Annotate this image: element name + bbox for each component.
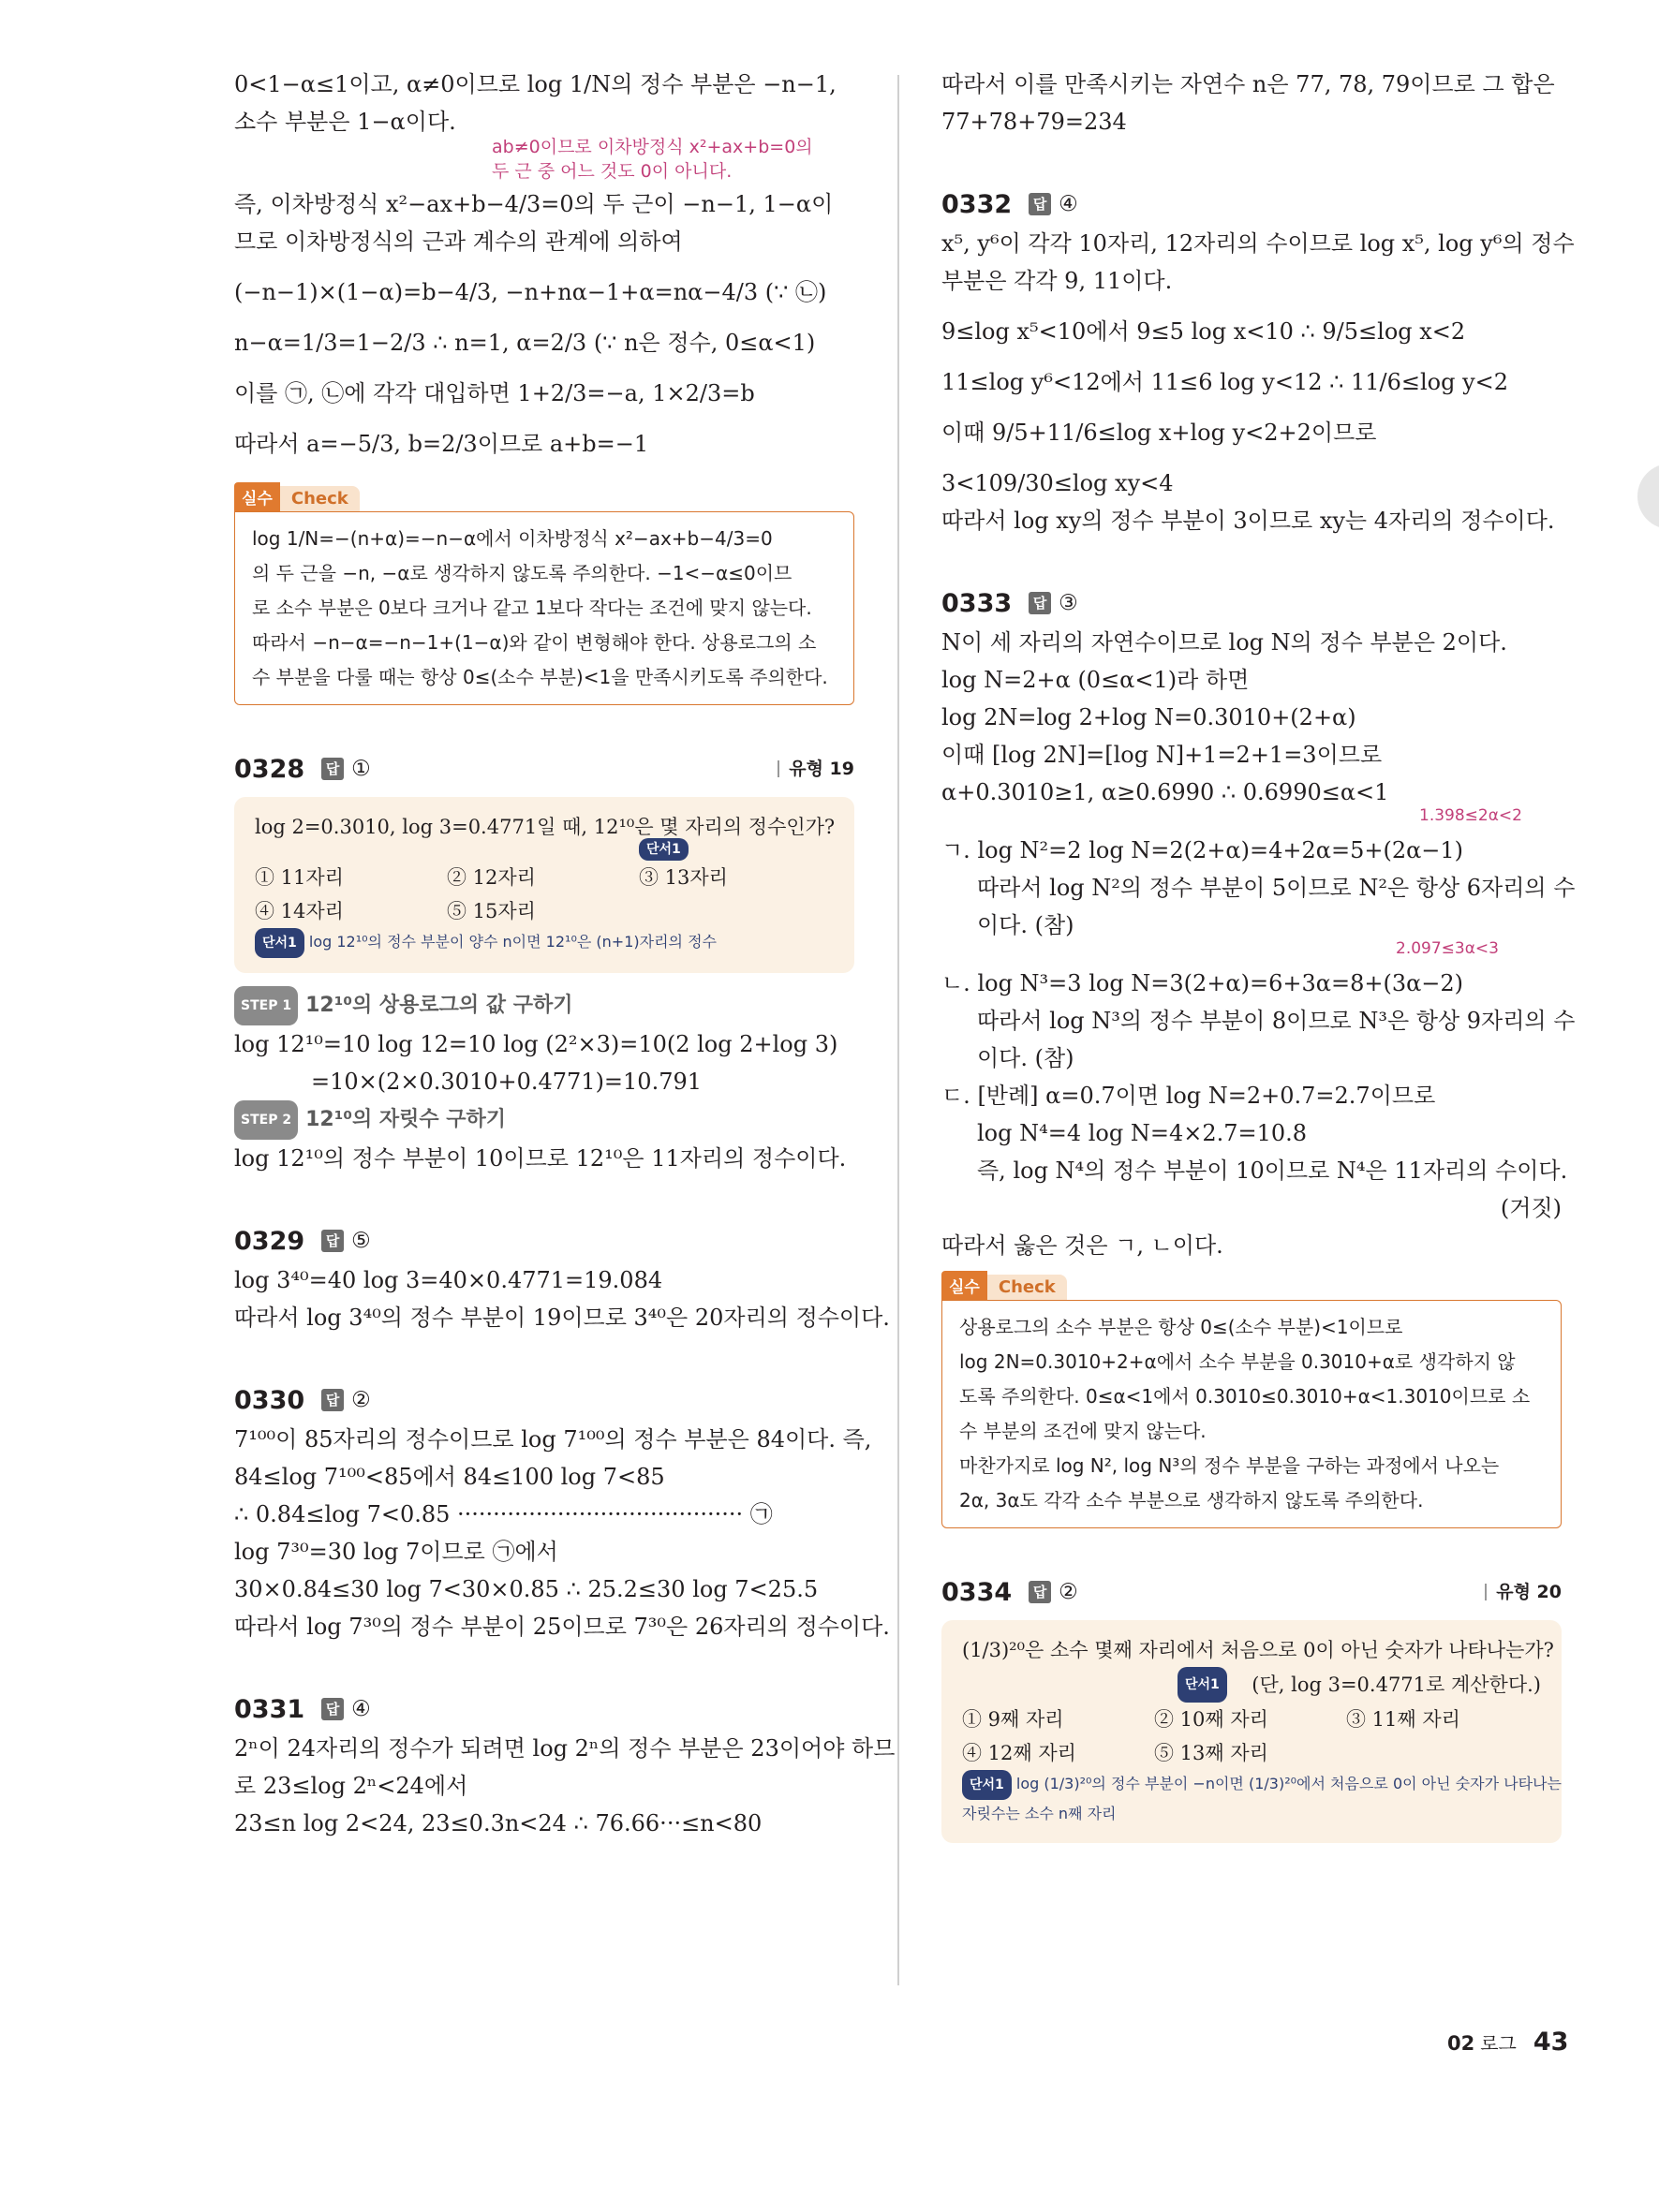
text-line: 로 23≤log 2ⁿ<24에서 xyxy=(234,1773,468,1799)
option[interactable]: ③ 11째 자리 xyxy=(1346,1708,1460,1731)
check-line: 마찬가지로 log N², log N³의 정수 부분을 구하는 과정에서 나오는 xyxy=(959,1454,1500,1477)
check-line: log 2N=0.3010+2+α에서 소수 부분을 0.3010+α로 생각하지 않 xyxy=(959,1350,1516,1373)
text-line: 부분은 각각 9, 11이다. xyxy=(941,268,1173,294)
text-line: 7¹⁰⁰이 85자리의 정수이므로 log 7¹⁰⁰의 정수 부분은 84이다. 즉, xyxy=(234,1426,872,1453)
text-line: 77+78+79=234 xyxy=(941,109,1127,135)
problem-number: 0333 xyxy=(941,588,1013,618)
check-header xyxy=(234,483,854,511)
check-line: 수 부분의 조건에 맞지 않는다. xyxy=(959,1420,1207,1442)
text-line: log 7³⁰=30 log 7이므로 ㉠에서 xyxy=(234,1539,558,1565)
annotation-note xyxy=(234,135,854,185)
text-line: 23≤n log 2<24, 23≤0.3n<24 ∴ 76.66···≤n<80 xyxy=(234,1810,763,1836)
check-line: 의 두 근을 −n, −α로 생각하지 않도록 주의한다. −1<−α≤0이므 xyxy=(252,562,792,584)
check-line: 로 소수 부분은 0보다 크거나 같고 1보다 작다는 조건에 맞지 않는다. xyxy=(252,597,812,619)
option[interactable]: ③ 13자리 xyxy=(639,866,728,889)
answer-badge: 답 xyxy=(321,758,344,780)
option[interactable]: ④ 14자리 xyxy=(255,900,344,922)
annotation-line: ab≠0이므로 이차방정식 x²+ax+b=0의 xyxy=(492,137,813,157)
answer-value: ⑤ xyxy=(351,1229,371,1253)
problem-number: 0330 xyxy=(234,1385,305,1415)
clue-text: log 12¹⁰의 정수 부분이 양수 n이면 12¹⁰은 (n+1)자리의 정수 xyxy=(308,933,717,951)
answer-value: ② xyxy=(1059,1580,1078,1604)
text-line: 따라서 이를 만족시키는 자연수 n은 77, 78, 79이므로 그 합은 xyxy=(941,71,1555,97)
check-line: log 1/N=−(n+α)=−n−α에서 이차방정식 x²−ax+b−4/3=0 xyxy=(252,527,773,550)
problem-header xyxy=(234,748,854,789)
chapter-name: 로그 xyxy=(1480,2032,1517,2055)
problem-number: 0332 xyxy=(941,189,1013,219)
text-line: 이때 [log 2N]=[log N]+1=2+1=3이므로 xyxy=(941,742,1383,768)
text-line: 이다. (참) xyxy=(977,1045,1074,1071)
problem-number: 0329 xyxy=(234,1226,305,1256)
text-line: n−α=1/3=1−2/3 ∴ n=1, α=2/3 (∵ n은 정수, 0≤α<1) xyxy=(234,330,816,356)
problem-header xyxy=(234,1379,854,1421)
text-line: N이 세 자리의 자연수이므로 log N의 정수 부분은 2이다. xyxy=(941,629,1507,656)
annotation-line: 2.097≤3α<3 xyxy=(1396,939,1499,958)
answer-value: ④ xyxy=(1059,192,1078,216)
text-line: 이때 9/5+11/6≤log x+log y<2+2이므로 xyxy=(941,420,1377,446)
answer-value: ④ xyxy=(351,1697,371,1721)
clue-badge: 단서1 xyxy=(639,838,689,861)
question-box xyxy=(234,797,854,973)
text-line: x⁵, y⁶이 각각 10자리, 12자리의 수이므로 log x⁵, log y⁶의 정수 xyxy=(941,230,1575,257)
text-line: 9≤log x⁵<10에서 9≤5 log x<10 ∴ 9/5≤log x<2 xyxy=(941,318,1466,345)
annotation-note xyxy=(941,806,1562,832)
check-tag: Check xyxy=(987,1275,1067,1300)
problem-type: 유형 19 xyxy=(778,760,854,777)
question-text: (1/3)²⁰은 소수 몇째 자리에서 처음으로 0이 아닌 숫자가 나타나는가? xyxy=(962,1639,1554,1661)
problem-number: 0331 xyxy=(234,1694,305,1724)
answer-badge: 답 xyxy=(321,1230,344,1252)
text-line: 30×0.84≤30 log 7<30×0.85 ∴ 25.2≤30 log 7<25.5 xyxy=(234,1576,819,1602)
text-line: 11≤log y⁶<12에서 11≤6 log y<12 ∴ 11/6≤log y<2 xyxy=(941,369,1509,395)
problem-type: 유형 20 xyxy=(1485,1584,1562,1600)
option[interactable]: ① 9째 자리 xyxy=(962,1708,1064,1731)
check-tag: Check xyxy=(280,486,360,511)
clue-line xyxy=(255,928,834,958)
clue-text: log (1/3)²⁰의 정수 부분이 −n이면 (1/3)²⁰에서 처음으로 0이 아닌 숫자가 나타나는 xyxy=(1015,1775,1562,1792)
left-column xyxy=(234,66,896,1842)
text-line: 므로 이차방정식의 근과 계수의 관계에 의하여 xyxy=(234,229,683,255)
problem-header xyxy=(234,1688,854,1730)
option[interactable]: ① 11자리 xyxy=(255,866,344,889)
clue-badge: 단서1 xyxy=(255,928,304,958)
answer-value: ① xyxy=(351,757,371,781)
problem-header xyxy=(234,1220,854,1261)
text-line: log N=2+α (0≤α<1)라 하면 xyxy=(941,667,1250,693)
text-line: 소수 부분은 1−α이다. xyxy=(234,109,456,135)
clue-badge: 단서1 xyxy=(1178,1667,1227,1703)
text-line: 84≤log 7¹⁰⁰<85에서 84≤100 log 7<85 xyxy=(234,1464,665,1490)
text-line: =10×(2×0.3010+0.4771)=10.791 xyxy=(311,1069,703,1095)
options xyxy=(255,861,834,928)
page-footer xyxy=(1447,2028,1568,2057)
text-line: log 12¹⁰=10 log 12=10 log (2²×3)=10(2 log 2+log 3) xyxy=(234,1031,838,1057)
check-line: 2α, 3α도 각각 소수 부분으로 생각하지 않도록 주의한다. xyxy=(959,1489,1424,1512)
text-line: ㄴ. log N³=3 log N=3(2+α)=6+3α=8+(3α−2) xyxy=(941,970,1464,996)
text-line: ∴ 0.84≤log 7<0.85 ········································ ㉠ xyxy=(234,1501,773,1527)
page-number: 43 xyxy=(1533,2028,1569,2057)
option[interactable]: ④ 12째 자리 xyxy=(962,1742,1076,1764)
right-column xyxy=(941,66,1576,1843)
text-line: 즉, 이차방정식 x²−ax+b−4/3=0의 두 근이 −n−1, 1−α이 xyxy=(234,191,834,217)
check-line: 상용로그의 소수 부분은 항상 0≤(소수 부분)<1이므로 xyxy=(959,1316,1403,1338)
text-line: 따라서 log 7³⁰의 정수 부분이 25이므로 7³⁰은 26자리의 정수이다. xyxy=(234,1614,890,1640)
annotation-line: 두 근 중 어느 것도 0이 아니다. xyxy=(492,161,733,182)
text-line: ㄷ. [반례] α=0.7이면 log N=2+0.7=2.7이므로 xyxy=(941,1083,1436,1109)
text-line: ㄱ. log N²=2 log N=2(2+α)=4+2α=5+(2α−1) xyxy=(941,837,1464,863)
clue-badge: 단서1 xyxy=(962,1770,1012,1800)
text-line: 2ⁿ이 24자리의 정수가 되려면 log 2ⁿ의 정수 부분은 23이어야 하므 xyxy=(234,1735,896,1762)
check-line: 수 부분을 다룰 때는 항상 0≤(소수 부분)<1을 만족시키도록 주의한다. xyxy=(252,666,828,688)
text-line: log N⁴=4 log N=4×2.7=10.8 xyxy=(977,1120,1308,1146)
text-line: 따라서 log N³의 정수 부분이 8이므로 N³은 항상 9자리의 수 xyxy=(977,1008,1576,1034)
text-line: 따라서 log 3⁴⁰의 정수 부분이 19이므로 3⁴⁰은 20자리의 정수이다. xyxy=(234,1305,890,1331)
question-box xyxy=(941,1620,1562,1843)
text-line: (−n−1)×(1−α)=b−4/3, −n+nα−1+α=nα−4/3 (∵ ㉡) xyxy=(234,279,827,305)
answer-badge: 답 xyxy=(1029,592,1051,614)
text-line: (거짓) xyxy=(1500,1195,1562,1221)
step-title: 12¹⁰의 자릿수 구하기 xyxy=(305,1108,507,1131)
step-title: 12¹⁰의 상용로그의 값 구하기 xyxy=(305,994,573,1017)
answer-badge: 답 xyxy=(321,1698,344,1720)
step-badge: STEP 2 xyxy=(234,1100,298,1140)
step-heading xyxy=(234,1100,854,1140)
problem-header xyxy=(941,1571,1562,1613)
question-note: (단, log 3=0.4771로 계산한다.) xyxy=(1252,1674,1541,1696)
option[interactable]: ② 12자리 xyxy=(447,866,536,889)
text-line: 이를 ㉠, ㉡에 각각 대입하면 1+2/3=−a, 1×2/3=b xyxy=(234,380,755,406)
clue-text: 자릿수는 소수 n째 자리 xyxy=(962,1805,1117,1822)
problem-header xyxy=(941,582,1562,624)
answer-badge: 답 xyxy=(321,1389,344,1411)
chapter-side-tab xyxy=(1637,464,1659,529)
option[interactable]: ⑤ 15자리 xyxy=(447,900,536,922)
check-tag: 실수 xyxy=(941,1271,987,1300)
check-header xyxy=(941,1272,1562,1300)
text-line: 따라서 a=−5/3, b=2/3이므로 a+b=−1 xyxy=(234,431,649,457)
chapter-number: 02 xyxy=(1447,2032,1475,2055)
annotation-note xyxy=(941,939,1562,965)
problem-header xyxy=(941,184,1562,225)
text-line: log 2N=log 2+log N=0.3010+(2+α) xyxy=(941,704,1356,730)
options xyxy=(962,1703,1541,1770)
answer-value: ② xyxy=(351,1388,371,1412)
problem-number: 0334 xyxy=(941,1577,1013,1607)
option[interactable]: ② 10째 자리 xyxy=(1154,1708,1268,1731)
text-line: 따라서 log N²의 정수 부분이 5이므로 N²은 항상 6자리의 수 xyxy=(977,875,1576,901)
text-line: log 3⁴⁰=40 log 3=40×0.4771=19.084 xyxy=(234,1267,663,1293)
check-box xyxy=(941,1300,1562,1528)
answer-badge: 답 xyxy=(1029,1581,1051,1603)
text-line: log 12¹⁰의 정수 부분이 10이므로 12¹⁰은 11자리의 정수이다. xyxy=(234,1145,847,1172)
check-tag: 실수 xyxy=(234,482,280,511)
text-line: 3<109/30≤log xy<4 xyxy=(941,470,1174,496)
text-line: 즉, log N⁴의 정수 부분이 10이므로 N⁴은 11자리의 수이다. xyxy=(977,1158,1568,1184)
problem-number: 0328 xyxy=(234,754,305,784)
text-line: 따라서 옳은 것은 ㄱ, ㄴ이다. xyxy=(941,1232,1223,1259)
text-line: 따라서 log xy의 정수 부분이 3이므로 xy는 4자리의 정수이다. xyxy=(941,508,1555,534)
clue-line xyxy=(962,1770,1562,1800)
step-heading xyxy=(234,986,854,1025)
answer-badge: 답 xyxy=(1029,193,1051,215)
column-divider xyxy=(897,75,899,1985)
text-line: 0<1−α≤1이고, α≠0이므로 log 1/N의 정수 부분은 −n−1, xyxy=(234,71,837,97)
step-badge: STEP 1 xyxy=(234,986,298,1025)
check-box xyxy=(234,511,854,705)
annotation-line: 1.398≤2α<2 xyxy=(1419,806,1522,825)
option[interactable]: ⑤ 13째 자리 xyxy=(1154,1742,1268,1764)
question-text: log 2=0.3010, log 3=0.4771일 때, 12¹⁰은 몇 자리의 정수인가? xyxy=(255,816,836,838)
check-line: 따라서 −n−α=−n−1+(1−α)와 같이 변형해야 한다. 상용로그의 소 xyxy=(252,631,817,654)
text-line: α+0.3010≥1, α≥0.6990 ∴ 0.6990≤α<1 xyxy=(941,779,1389,805)
answer-value: ③ xyxy=(1059,591,1078,615)
text-line: 이다. (참) xyxy=(977,912,1074,938)
check-line: 도록 주의한다. 0≤α<1에서 0.3010≤0.3010+α<1.3010이므로 소 xyxy=(959,1385,1531,1408)
